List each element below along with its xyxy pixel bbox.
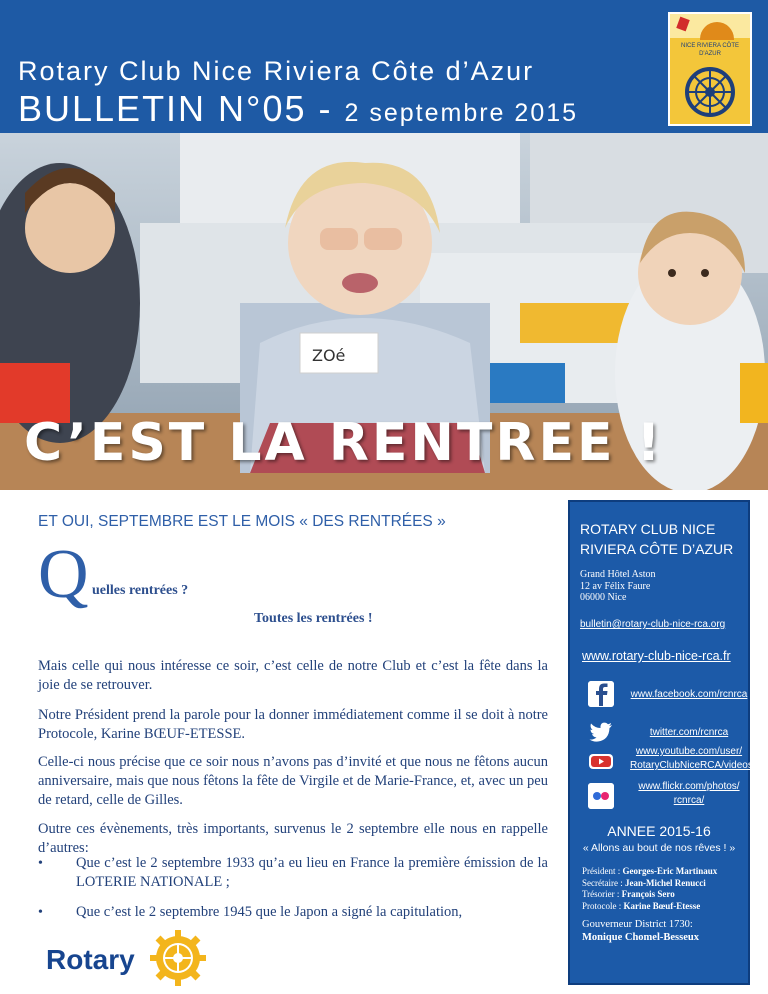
- facebook-url[interactable]: www.facebook.com/rcnrca: [630, 689, 748, 700]
- flickr-url-line: www.flickr.com/photos/: [638, 781, 740, 792]
- governor-name: Monique Chomel-Besseux: [582, 932, 699, 943]
- officers-list: [582, 866, 717, 912]
- club-badge: [668, 12, 752, 126]
- officer-name: Karine Bœuf-Etesse: [623, 900, 701, 911]
- officer-role: Secrétaire :: [582, 877, 625, 888]
- officer-name: François Sero: [621, 889, 675, 899]
- year-motto: « Allons au bout de nos rêves ! »: [582, 842, 736, 854]
- officer-name: Georges-Eric Martinaux: [622, 866, 718, 876]
- flickr-url-line: rcnrca/: [673, 795, 705, 806]
- bulletin-number: BULLETIN N°05 -: [18, 88, 345, 129]
- governor-label: Gouverneur District 1730:: [582, 919, 693, 930]
- facebook-icon: [588, 681, 614, 707]
- address-line: 12 av Félix Faure: [580, 580, 651, 592]
- officer-role: Protocole :: [582, 900, 624, 911]
- youtube-icon: [588, 748, 614, 774]
- officer-role: Président :: [582, 866, 623, 876]
- officer-name: Jean-Michel Renucci: [624, 877, 706, 888]
- officer-row: [582, 878, 717, 890]
- rotary-wheel-icon: [684, 66, 736, 118]
- paragraph: Mais celle qui nous intéresse ce soir, c’est celle de notre Club et c’est la fête dans la joie de se retrouver.: [38, 658, 548, 693]
- hero-photo: [0, 133, 768, 490]
- youtube-link[interactable]: [582, 745, 753, 779]
- email-link[interactable]: bulletin@rotary-club-nice-rca.org: [580, 619, 726, 630]
- bulletin-title: [18, 88, 578, 130]
- rotary-gear-icon: [150, 930, 206, 986]
- paragraph: Notre Président prend la parole pour la donner immédiatement comme il se doit à notre Protocole, Karine BŒUF-ETESSE.: [38, 707, 548, 742]
- club-address: [580, 569, 656, 604]
- bullet-marker: •: [38, 905, 43, 920]
- list-item-text: Que c’est le 2 septembre 1933 qu’a eu lieu en France la première émission de la LOTERIE NATIONALE ;: [76, 855, 548, 890]
- rotary-logo: [46, 930, 266, 985]
- officer-role: Trésorier :: [582, 889, 622, 899]
- badge-banner: [670, 14, 750, 38]
- flickr-link[interactable]: [582, 780, 747, 814]
- answer-text: Toutes les rentrées !: [254, 611, 373, 626]
- officer-row: [582, 901, 717, 913]
- drop-cap: Q: [38, 536, 89, 613]
- question-text: uelles rentrées ?: [92, 583, 189, 598]
- hero-headline: C’EST LA RENTREE !: [24, 413, 664, 473]
- name-tag-text: ZOé: [312, 346, 346, 365]
- twitter-icon: [588, 719, 614, 745]
- masthead: [0, 0, 768, 133]
- officer-row: [582, 889, 717, 901]
- flickr-url[interactable]: [630, 780, 748, 808]
- club-name: Rotary Club Nice Riviera Côte d’Azur: [18, 56, 535, 86]
- facebook-link[interactable]: [582, 678, 747, 712]
- officer-row: [582, 866, 717, 878]
- district-governor: [582, 918, 699, 944]
- youtube-url-line: RotaryClubNiceRCA/videos: [630, 760, 753, 771]
- rotary-wordmark: Rotary: [46, 944, 135, 975]
- paragraph: Outre ces évènements, très importants, survenus le 2 septembre elle nous en rappelle d’autres:: [38, 821, 548, 856]
- twitter-url[interactable]: twitter.com/rcnrca: [649, 727, 729, 738]
- list-item-text: Que c’est le 2 septembre 1945 que le Japon a signé la capitulation,: [76, 904, 463, 920]
- badge-text: NICE RIVIERA CÔTE D'AZUR: [680, 43, 739, 57]
- bullet-marker: •: [38, 856, 43, 871]
- address-line: Grand Hôtel Aston: [580, 569, 656, 580]
- badge-mark: [676, 17, 690, 32]
- youtube-url[interactable]: [630, 745, 753, 773]
- flickr-icon: [588, 783, 614, 809]
- bulletin-date: 2 septembre 2015: [344, 99, 579, 127]
- club-info-sidebar: [568, 500, 753, 985]
- article-subtitle: ET OUI, SEPTEMBRE EST LE MOIS « DES RENTRÉES »: [38, 513, 446, 530]
- website-link[interactable]: www.rotary-club-nice-rca.fr: [582, 649, 731, 663]
- badge-sun: [700, 22, 734, 40]
- paragraph: Celle-ci nous précise que ce soir nous n’avons pas d’invité et que nous ne fêtons aucun anniversaire, mais que nous fêtons la fête de Virgile et de Marie-France, et, avec un peu de retard, celle de Gilles.: [38, 754, 548, 808]
- sidebar-title: ROTARY CLUB NICE RIVIERA CÔTE D’AZUR: [580, 521, 734, 557]
- address-line: 06000 Nice: [580, 592, 627, 603]
- rotary-year: ANNEE 2015-16: [607, 823, 711, 839]
- youtube-url-line: www.youtube.com/user/: [635, 746, 743, 757]
